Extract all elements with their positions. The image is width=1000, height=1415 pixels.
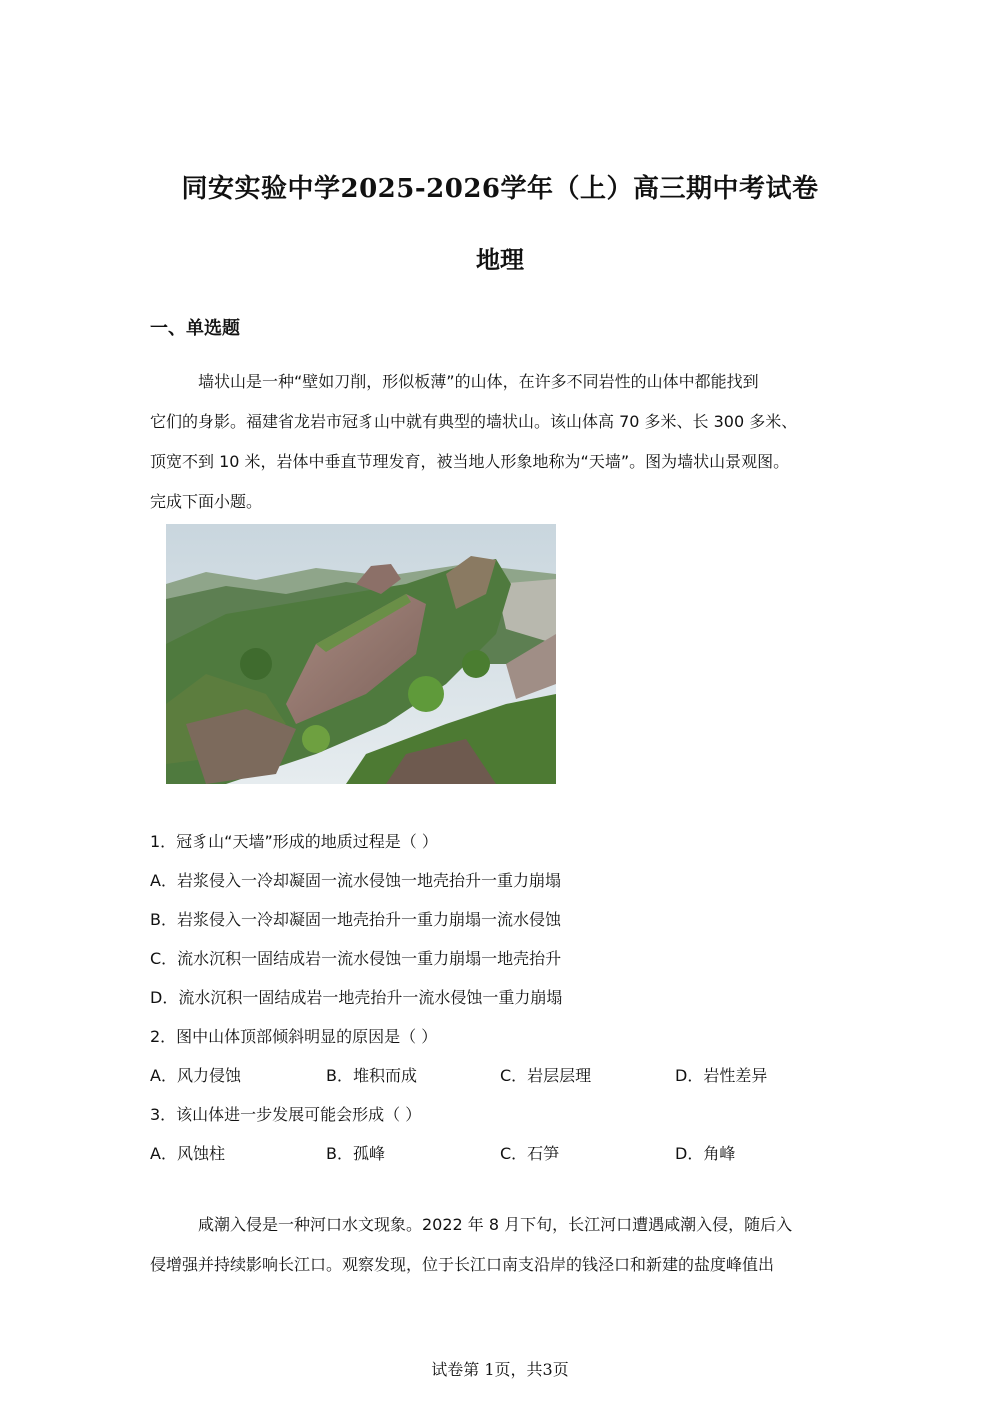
passage-line: 墙状山是一种“壁如刀削，形似板薄”的山体，在许多不同岩性的山体中都能找到: [198, 372, 759, 391]
question-3-option-c: C．石笋: [500, 1144, 560, 1163]
subject-heading: 地理: [476, 245, 524, 274]
question-1-option-d: D．流水沉积一固结成岩一地壳抬升一流水侵蚀一重力崩塌: [150, 988, 563, 1007]
question-3-stem: 3．该山体进一步发展可能会形成（ ）: [150, 1105, 422, 1124]
question-2-option-c: C．岩层层理: [500, 1066, 592, 1085]
wall-mountain-photo: [166, 524, 556, 784]
question-1-option-b: B．岩浆侵入一冷却凝固一地壳抬升一重力崩塌一流水侵蚀: [150, 910, 561, 929]
passage-line: 完成下面小题。: [150, 492, 263, 511]
passage-line: 侵增强并持续影响长江口。观察发现，位于长江口南支沿岸的钱泾口和新建的盐度峰值出: [150, 1255, 775, 1274]
question-1-option-c: C．流水沉积一固结成岩一流水侵蚀一重力崩塌一地壳抬升: [150, 949, 562, 968]
question-1-option-a: A．岩浆侵入一冷却凝固一流水侵蚀一地壳抬升一重力崩塌: [150, 871, 561, 890]
section-heading: 一、单选题: [150, 318, 240, 339]
question-3-option-d: D．角峰: [675, 1144, 736, 1163]
question-2-stem: 2．图中山体顶部倾斜明显的原因是（ ）: [150, 1027, 438, 1046]
question-3-option-a: A．风蚀柱: [150, 1144, 225, 1163]
page-footer: 试卷第 1页，共3页: [431, 1360, 569, 1379]
passage-line: 咸潮入侵是一种河口水文现象。2022 年 8 月下旬，长江河口遭遇咸潮入侵，随后入: [198, 1215, 793, 1234]
question-3-option-b: B．孤峰: [326, 1144, 385, 1163]
passage-line: 顶宽不到 10 米，岩体中垂直节理发育，被当地人形象地称为“天墙”。图为墙状山景观图。: [150, 452, 790, 471]
exam-title: 同安实验中学2025-2026学年（上）高三期中考试卷: [181, 174, 819, 204]
passage-2: [150, 1205, 870, 1285]
question-2-option-d: D．岩性差异: [675, 1066, 768, 1085]
question-2-option-a: A．风力侵蚀: [150, 1066, 241, 1085]
passage-line: 它们的身影。福建省龙岩市冠豸山中就有典型的墙状山。该山体高 70 多米、长 300 多米、: [150, 412, 798, 431]
question-1-stem: 1．冠豸山“天墙”形成的地质过程是（ ）: [150, 832, 438, 851]
question-2-option-b: B．堆积而成: [326, 1066, 417, 1085]
passage-1: [150, 362, 870, 522]
